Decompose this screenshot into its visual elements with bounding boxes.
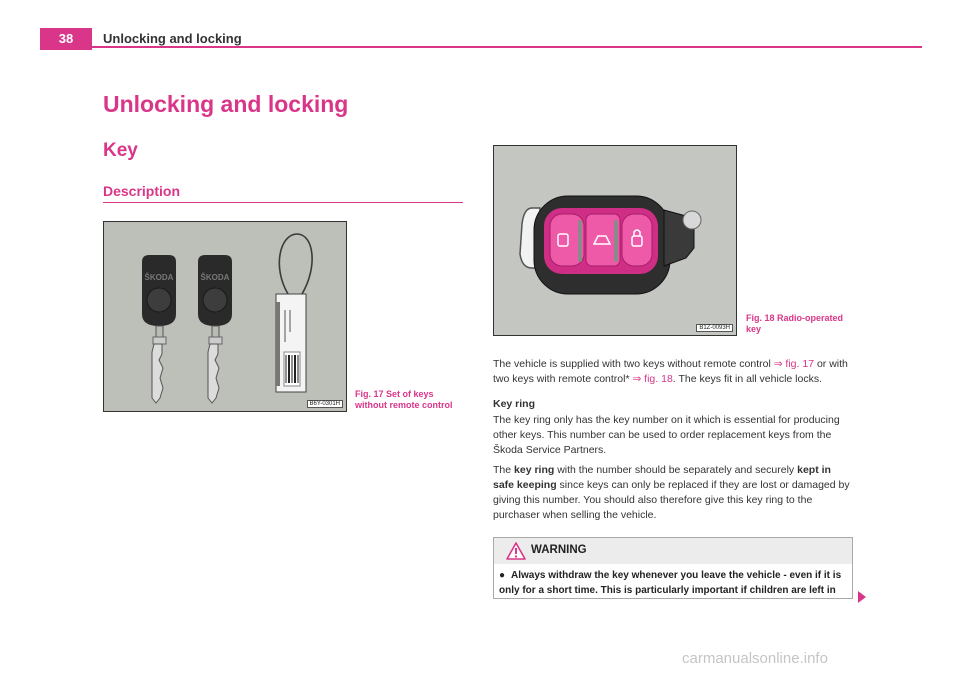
key-ring-heading: Key ring	[493, 398, 536, 410]
remote-key-icon	[520, 196, 701, 294]
running-title: Unlocking and locking	[103, 31, 242, 46]
key-brand-label-2: ŠKODA	[200, 273, 230, 282]
keys-illustration	[104, 222, 347, 412]
warning-header	[494, 538, 852, 564]
chapter-heading: Unlocking and locking	[103, 91, 349, 117]
bold-run: key ring	[514, 464, 555, 476]
figure-code: B1Z-0093H	[696, 324, 733, 332]
paragraph-key-ring-safe	[493, 463, 853, 523]
text-run: or with two keys with remote control*	[493, 358, 848, 385]
subsection-rule	[103, 202, 463, 203]
figure-18-caption-line1: Fig. 18 Radio-operated	[746, 313, 844, 323]
paragraph-key-ring: The key ring only has the key number on it which is essential for producing other keys. This number can be used to order replacement keys from the Škoda Service Partners.	[493, 414, 840, 456]
text-run: since keys can only be replaced if they are lost or damaged by giving this number. You should also therefore give this key ring to the purchaser when selling the vehicle.	[493, 479, 850, 521]
subsection-heading: Description	[103, 183, 181, 199]
warning-title: WARNING	[531, 544, 587, 556]
warning-text-run: Always withdraw the key whenever you leave the vehicle - even if it is only for a short time. This is particularly important if children are left in	[499, 570, 842, 596]
bullet-icon: ●	[499, 570, 506, 581]
figure-17-link[interactable]: ⇒ fig. 17	[773, 358, 815, 370]
figure-17-caption-line2: without remote control	[355, 400, 453, 410]
figure-18-caption-line2: key	[746, 324, 762, 334]
figure-code: B6Y-0301H	[307, 400, 343, 408]
warning-triangle-icon	[506, 542, 526, 560]
text-run: . The keys fit in all vehicle locks.	[672, 373, 822, 385]
figure-17-caption-line1: Fig. 17 Set of keys	[355, 389, 434, 399]
warning-box	[493, 537, 853, 599]
key-brand-label-1: ŠKODA	[144, 273, 174, 282]
figure-18-link[interactable]: ⇒ fig. 18	[632, 373, 673, 385]
figure-17-caption	[355, 389, 465, 411]
continue-arrow-icon	[858, 591, 866, 603]
figure-18-caption	[746, 313, 856, 335]
watermark: carmanualsonline.info	[682, 650, 828, 667]
page-number: 38	[40, 28, 92, 50]
remote-key-illustration	[494, 146, 737, 336]
text-run: with the number should be separately and securely	[554, 464, 798, 476]
warning-text	[499, 568, 851, 598]
key-tag-icon	[276, 234, 312, 392]
bold-run: kept in safe keeping	[493, 464, 831, 491]
section-heading: Key	[103, 140, 138, 161]
figure-radio-operated-key	[493, 145, 737, 336]
figure-keys-without-remote	[103, 221, 347, 412]
text-run: The vehicle is supplied with two keys without remote control	[493, 358, 774, 370]
paragraph-keys-supplied	[493, 357, 853, 387]
text-run: The	[493, 464, 515, 476]
header-rule	[92, 46, 922, 48]
